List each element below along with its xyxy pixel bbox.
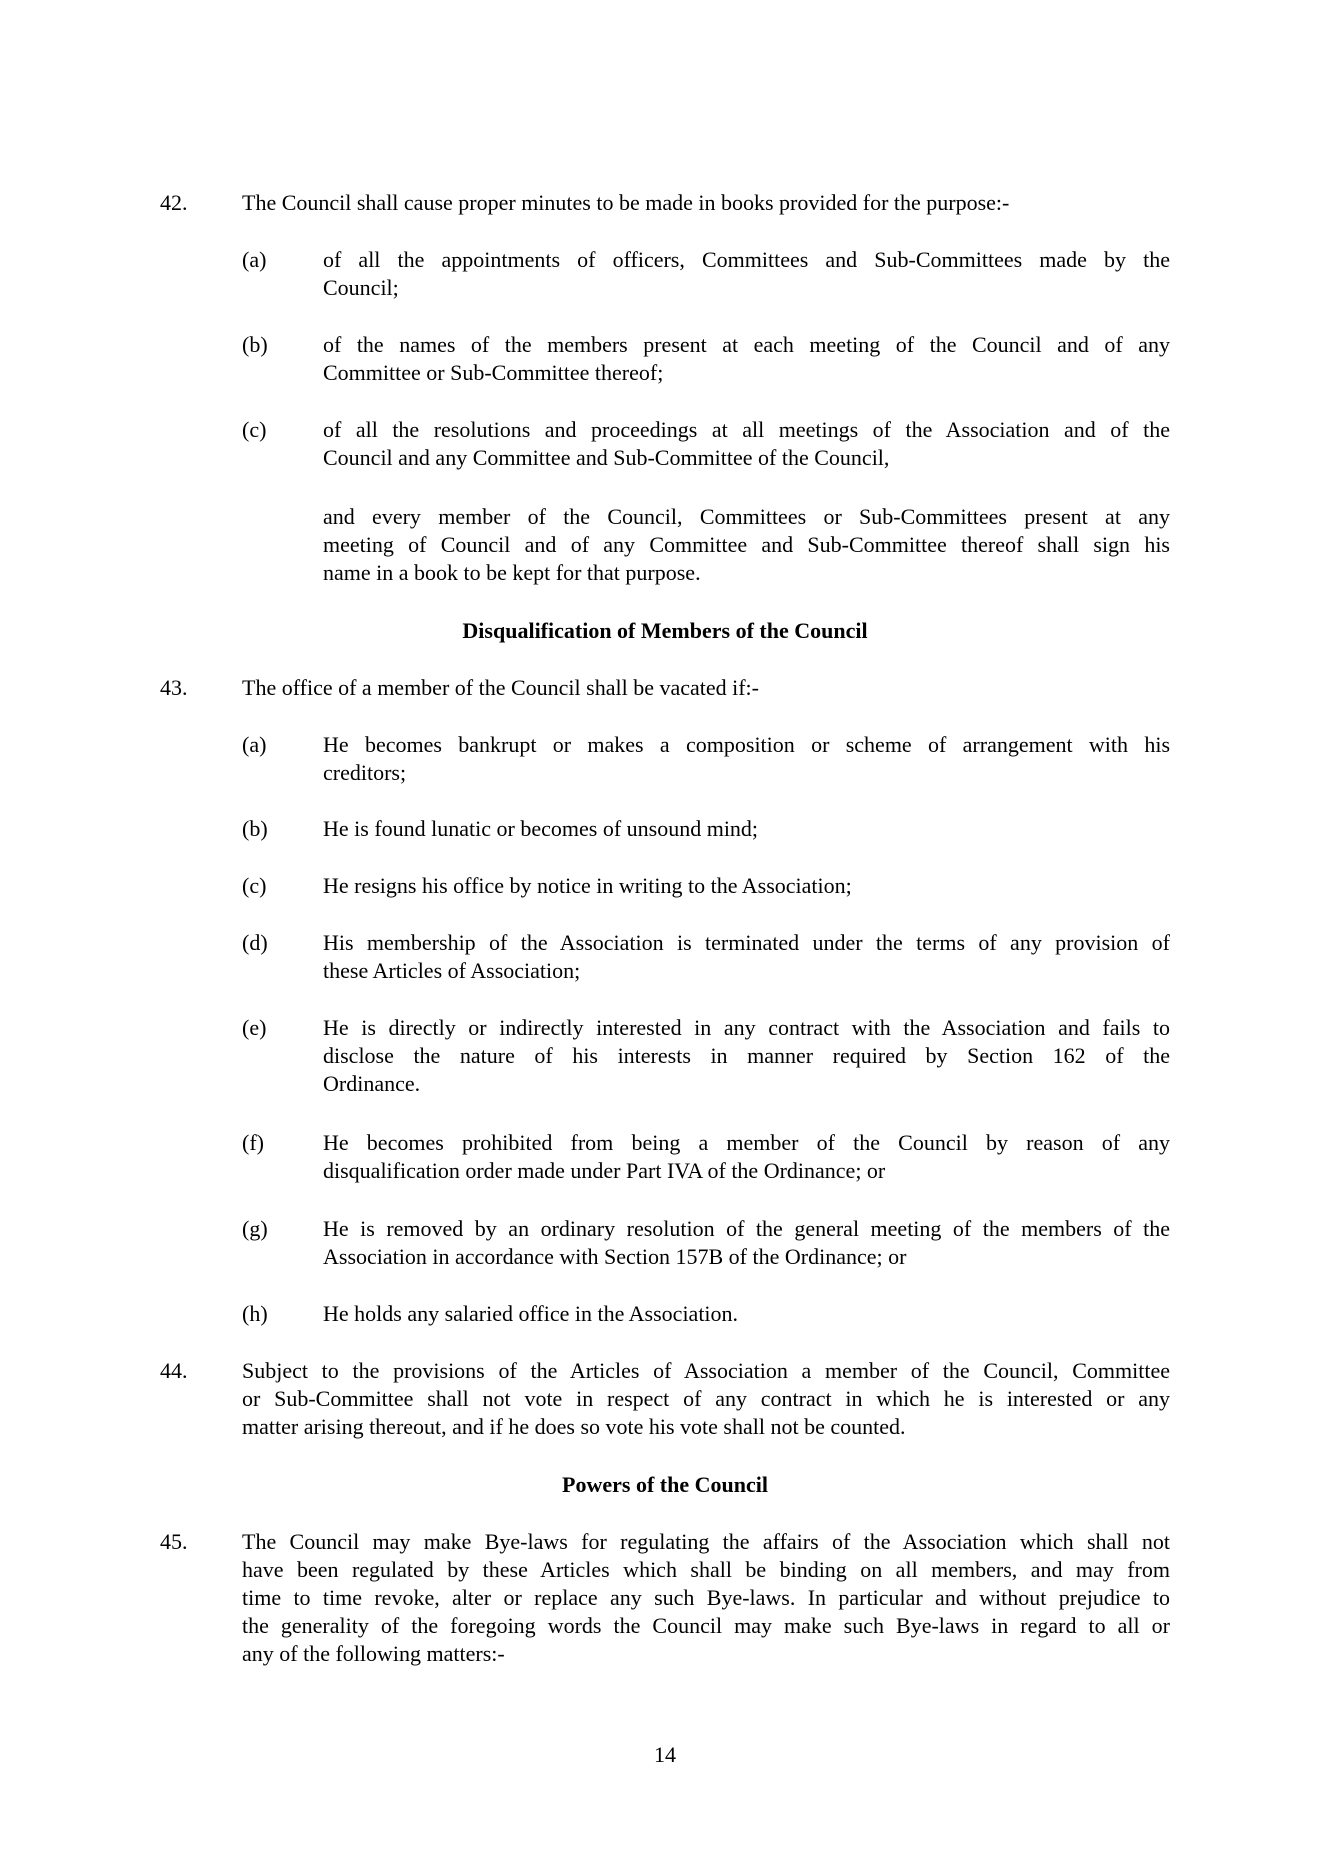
clause-closing	[323, 503, 1170, 587]
item-label: (b)	[242, 332, 268, 357]
item-line: He resigns his office by notice in writing to the Association;	[323, 873, 852, 898]
item-line: He is removed by an ordinary resolution of the general meeting of the members of the	[323, 1216, 1170, 1241]
closing-line: meeting of Council and of any Committee and Sub-Committee thereof shall sign his	[323, 532, 1170, 557]
item-label: (a)	[242, 247, 267, 272]
clause-text: The office of a member of the Council shall be vacated if:-	[242, 675, 759, 700]
item-label: (h)	[242, 1301, 268, 1326]
item-line: Association in accordance with Section 157B of the Ordinance; or	[323, 1244, 907, 1269]
clause-body	[242, 1357, 1170, 1441]
item-body	[323, 416, 1170, 472]
item-label: (d)	[242, 930, 268, 955]
item-line: Council and any Committee and Sub-Committee of the Council,	[323, 445, 890, 470]
item-body	[323, 331, 1170, 387]
item-body	[323, 929, 1170, 985]
item-line: Committee or Sub-Committee thereof;	[323, 360, 664, 385]
section-heading: Disqualification of Members of the Council	[462, 618, 868, 643]
item-line: He becomes prohibited from being a member of the Council by reason of any	[323, 1130, 1170, 1155]
item-line: of all the appointments of officers, Committees and Sub-Committees made by the	[323, 247, 1170, 272]
item-body	[323, 872, 1170, 900]
item-line: these Articles of Association;	[323, 958, 581, 983]
section-heading: Powers of the Council	[562, 1472, 768, 1497]
clause-body	[242, 1528, 1170, 1668]
item-line: He becomes bankrupt or makes a composition or scheme of arrangement with his	[323, 732, 1170, 757]
item-label: (b)	[242, 816, 268, 841]
item-body	[323, 1300, 1170, 1328]
clause-line: Subject to the provisions of the Articles of Association a member of the Council, Committee	[242, 1358, 1170, 1383]
clause-number: 42.	[160, 190, 188, 215]
item-line: He holds any salaried office in the Association.	[323, 1301, 739, 1326]
item-body	[323, 731, 1170, 787]
clause-line: matter arising thereout, and if he does so vote his vote shall not be counted.	[242, 1414, 906, 1439]
item-label: (g)	[242, 1216, 268, 1241]
item-line: His membership of the Association is terminated under the terms of any provision of	[323, 930, 1170, 955]
clause-text: The Council shall cause proper minutes to be made in books provided for the purpose:-	[242, 190, 1010, 215]
item-label: (a)	[242, 732, 267, 757]
item-body	[323, 815, 1170, 843]
closing-line: name in a book to be kept for that purpose.	[323, 560, 701, 585]
item-label: (e)	[242, 1015, 267, 1040]
item-body	[323, 246, 1170, 302]
page-number: 14	[654, 1742, 676, 1767]
clause-line: time to time revoke, alter or replace any such Bye-laws. In particular and without prejudice to	[242, 1585, 1170, 1610]
item-line: of the names of the members present at each meeting of the Council and of any	[323, 332, 1170, 357]
item-line: creditors;	[323, 760, 407, 785]
item-label: (c)	[242, 417, 267, 442]
item-body	[323, 1014, 1170, 1098]
item-line: He is directly or indirectly interested in any contract with the Association and fails to	[323, 1015, 1170, 1040]
item-line: Ordinance.	[323, 1071, 421, 1096]
item-line: disqualification order made under Part IVA of the Ordinance; or	[323, 1158, 886, 1183]
item-line: He is found lunatic or becomes of unsound mind;	[323, 816, 759, 841]
item-body	[323, 1215, 1170, 1271]
clause-line: any of the following matters:-	[242, 1641, 505, 1666]
item-line: of all the resolutions and proceedings at all meetings of the Association and of the	[323, 417, 1170, 442]
item-label: (f)	[242, 1130, 264, 1155]
item-label: (c)	[242, 873, 267, 898]
clause-number: 43.	[160, 675, 188, 700]
closing-line: and every member of the Council, Committees or Sub-Committees present at any	[323, 504, 1170, 529]
clause-number: 45.	[160, 1529, 188, 1554]
clause-line: the generality of the foregoing words the Council may make such Bye-laws in regard to all or	[242, 1613, 1170, 1638]
clause-number: 44.	[160, 1358, 188, 1383]
clause-line: The Council may make Bye-laws for regulating the affairs of the Association which shall not	[242, 1529, 1170, 1554]
item-line: disclose the nature of his interests in manner required by Section 162 of the	[323, 1043, 1170, 1068]
clause-line: have been regulated by these Articles which shall be binding on all members, and may from	[242, 1557, 1170, 1582]
clause-line: or Sub-Committee shall not vote in respect of any contract in which he is interested or any	[242, 1386, 1170, 1411]
item-body	[323, 1129, 1170, 1185]
item-line: Council;	[323, 275, 399, 300]
